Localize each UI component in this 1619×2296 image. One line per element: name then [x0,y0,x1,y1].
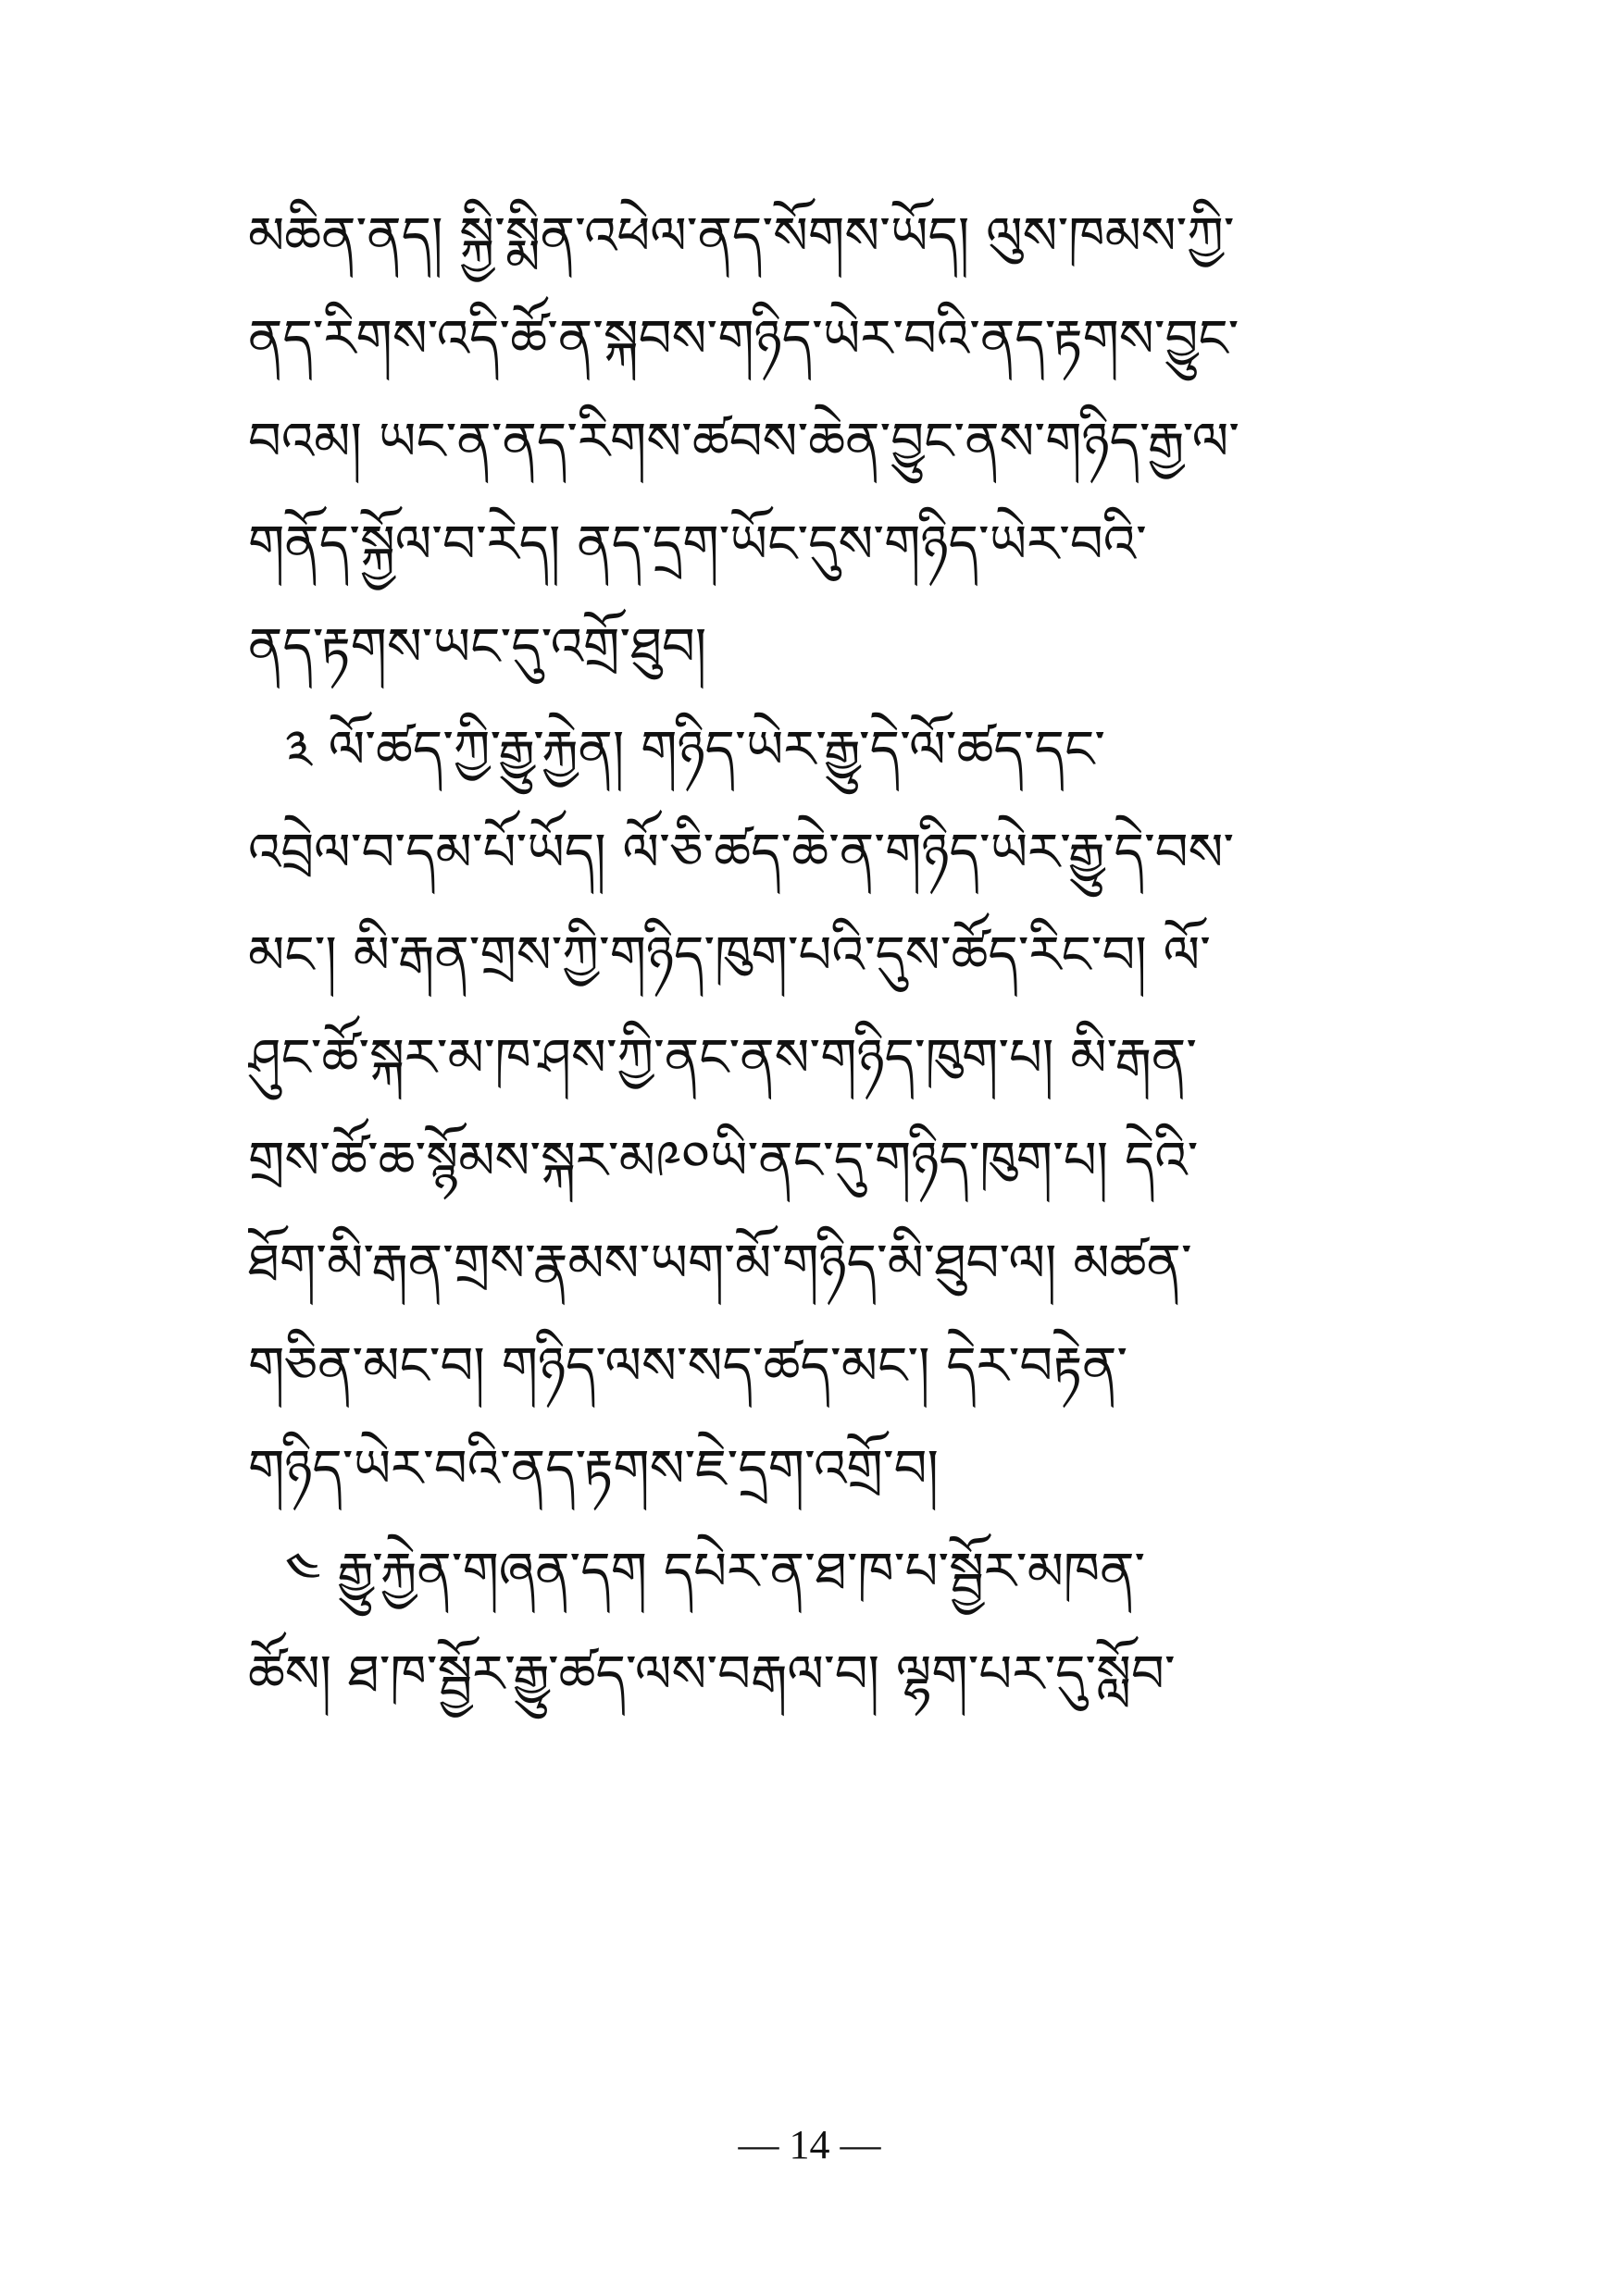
text-line: གྲས་ཚོ་ཆ་སྙོམས་སྐར་མ༩༠ཡི་ནང་དུ་གཉིད་ཁུག་པ། དེའི་ [248,1131,1199,1191]
text-line: ༤ རྒྱུ་རྐྱེན་གཞན་དག དཔེར་ན་ཐ་ཁ་པ་སྦྱོར་མཁན་ [285,1542,1146,1602]
text-line: འབྲེལ་བ་དམ་པོ་ཡོད། ལོ་ཅི་ཚད་ཆེ་ན་གཉིད་ཡེར་རྒྱུ་དེ་བས་ [248,823,1235,883]
text-line: གནོད་སྐྱོལ་བ་རེད། ནད་དྲག་ཡོང་དུས་གཉིད་ཡེར་བའི་ [248,515,1147,575]
text-line: ནད་རྟགས་ཡང་དུ་འགྲོ་ཐུབ། [248,617,707,677]
text-line: ༣ ལོ་ཚད་ཀྱི་རྒྱུ་རྐྱེན། གཉིད་ཡེར་རྒྱུ་དེ་ལོ་ཚད་དང་ [285,720,1106,780]
text-line: ནད་རིགས་འདི་ཚོ་ན་སྐབས་གཉིད་ཡེར་བའི་ནད་རྟགས་བྱུང་ [248,309,1239,369]
text-line: ཤུང་ཚོ་སྐར་མ་ཁ་ཤས་ཀྱི་ནང་ནས་གཉིད་ཁུག་པ། མི་རྒན་ [248,1028,1198,1088]
text-line: མཆིན་ནད། སྐྱི་སྨིན་འཕེལ་ནད་སོགས་ཡོད། ལུས་ཁམས་ཀྱི་ [248,206,1235,267]
text-line: ཚོས། ཐ་ཁ་སྦྱོར་རྒྱུ་ཚད་ལས་བརྒལ་བ། ལྷག་པར་དུ་སློབ་ [248,1644,1176,1705]
text-line: གཅིན་མང་བ། གཉིད་ལས་སད་ཚད་མང་། དེར་བརྟེན་ [248,1336,1128,1396]
text-line: ཐོག་མི་རྒན་གྲས་རྣམས་ཡག་མོ་གཉིད་མི་ཐུབ་ལ། མཚན་ [248,1234,1192,1294]
text-line: མང་། མི་རྒན་གྲས་ཀྱི་གཉིད་ཁུག་པའི་དུས་ཚོད་རིང་བ། ལོ་ [248,925,1211,986]
text-line: གཉིད་ཡེར་བའི་ནད་རྟགས་ཇེ་དྲག་འགྲོ་བ། [248,1439,939,1499]
page-number: — 14 — [738,2122,881,2167]
text-line: བའམ། ཡང་ན་ནད་རིགས་ཚབས་ཆེན་བྱུང་ནས་གཉིད་རྒྱ་ལ་ [248,412,1239,472]
body-text [248,185,1396,1726]
